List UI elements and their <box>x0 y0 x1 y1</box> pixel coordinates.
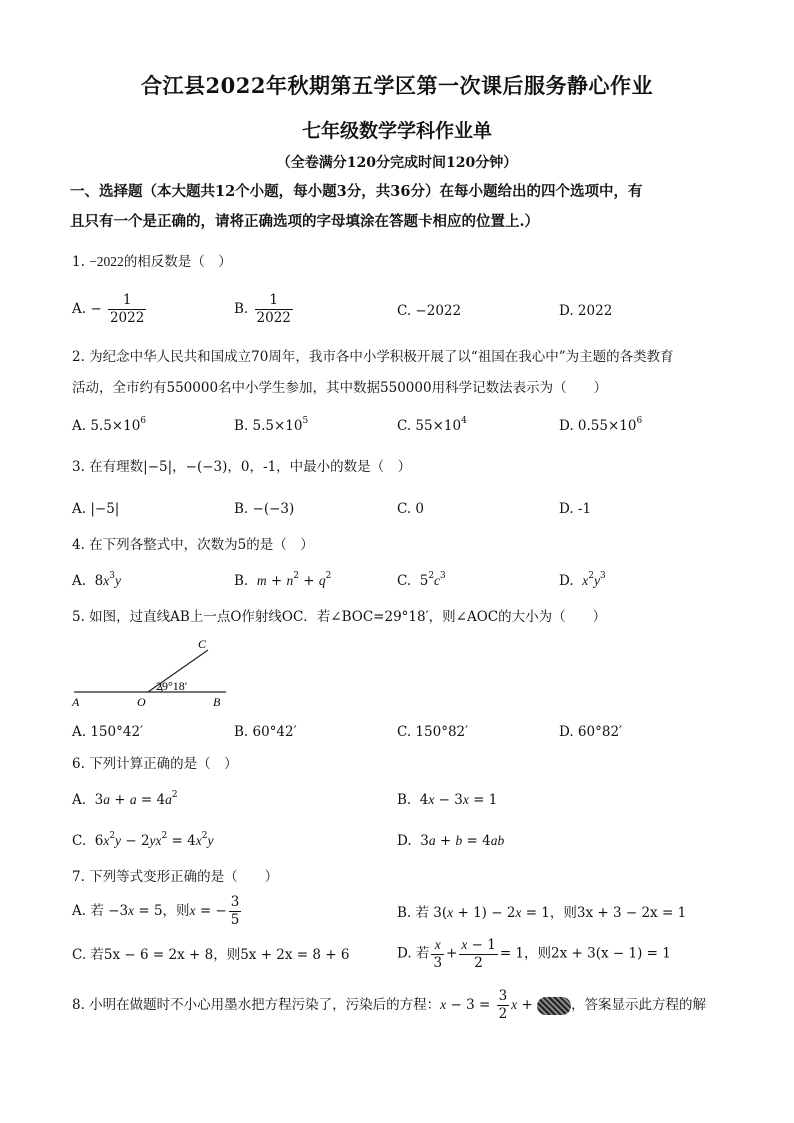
q3-text: 3. 在有理数|−5|，−(−3)，0，-1，中最小的数是（ ） <box>72 459 412 475</box>
section-heading-line2: 且只有一个是正确的，请将正确选项的字母填涂在答题卡相应的位置上.） <box>70 213 540 230</box>
q7-option-b-mid: ，则 <box>549 905 577 921</box>
q1-option-b-den: 2022 <box>256 310 291 326</box>
q1-option-a-label: A. <box>72 301 87 317</box>
q1-option-a[interactable]: A. − $\frac{1}{2022}$ <box>72 292 145 326</box>
q8-text: 8. 小明在做题时不小心用墨水把方程污染了，污染后的方程： <box>72 997 441 1013</box>
q1-option-a-num: 1 <box>108 292 146 310</box>
q7-option-d-mid: ，则 <box>524 945 552 962</box>
q4-option-c[interactable]: C. $5^2c^3$ <box>397 571 446 589</box>
q7-option-d-frac2: $\frac{x - 1}{2}$ <box>461 937 496 971</box>
q2-option-d-exp: 6 <box>636 416 643 426</box>
q2-option-a[interactable] <box>72 416 146 436</box>
q8-num: 3 <box>498 988 508 1004</box>
q4-option-b-label: B. <box>234 573 249 589</box>
q4-option-a-label: A. <box>72 573 87 589</box>
q6-option-c[interactable]: C. $6x^2y - 2yx^2 = 4x^2y$ <box>72 831 214 849</box>
q4-text: 4. 在下列各整式中，次数为5的是（ ） <box>72 537 314 553</box>
q5-option-d[interactable]: D. 60°82′ <box>559 724 623 740</box>
q2-option-c-exp: 4 <box>461 416 467 426</box>
q4-option-d[interactable]: D. $x^2y^3$ <box>559 571 606 589</box>
q2-option-d[interactable] <box>559 416 642 436</box>
q6-text: 6. 下列计算正确的是（ ） <box>72 756 238 772</box>
q1-option-d[interactable]: D. 2022 <box>559 303 613 319</box>
q5-angle-label: 29°18′ <box>156 679 188 693</box>
q1-option-a-den: 2022 <box>109 310 145 326</box>
q2-option-d-text: D. 0.55×10 <box>559 418 637 434</box>
q5-option-b[interactable]: B. 60°42′ <box>234 724 297 740</box>
q6-option-a[interactable]: A. $3a + a = 4a^2$ <box>72 790 178 808</box>
q7-option-a-den: 5 <box>230 912 240 928</box>
q2-line1: 2. 为纪念中华人民共和国成立70周年，我市各中小学积极开展了以“祖国在我心中”为主题的各类教育 <box>72 349 674 365</box>
q2-option-b-text: B. 5.5×10 <box>234 418 303 434</box>
q7-option-d-label: D. 若 <box>397 945 430 962</box>
q1-expr: −2022 <box>89 254 124 269</box>
q2-option-c-text: C. 55×10 <box>397 418 462 434</box>
q5-point-c: C <box>198 637 207 651</box>
q5-point-o: O <box>137 695 146 709</box>
q6-option-b[interactable]: B. 4x − 3x = 1 <box>397 792 498 808</box>
q4-option-c-label: C. <box>397 573 412 589</box>
q7-option-d-result: 2x + 3(x − 1) = 1 <box>551 945 671 962</box>
q1-option-b-fraction <box>255 292 293 327</box>
q4-option-d-label: D. <box>559 573 574 589</box>
q1-text: 的相反数是（ ） <box>123 254 232 270</box>
q1-number: 1. <box>72 254 85 270</box>
q4-option-a[interactable]: A. $8x^3y$ <box>72 571 121 589</box>
q7-option-a-mid: ，则 <box>162 903 190 919</box>
exam-note: （全卷满分120分完成时间120分钟） <box>276 155 518 171</box>
q8-fraction <box>497 988 510 1023</box>
ink-blot-icon <box>537 997 571 1015</box>
q2-option-a-text: A. 5.5×10 <box>72 418 141 434</box>
q5-option-a[interactable]: A. 150°42′ <box>72 724 144 740</box>
question-1 <box>72 252 232 272</box>
q5-point-b: B <box>213 695 221 709</box>
q8-question: 8. 小明在做题时不小心用墨水把方程污染了，污染后的方程：x − 3 = $\frac{3}{2}$ x + ，答案显示此方程的解 <box>72 988 707 1022</box>
q5-angle-figure <box>70 634 230 710</box>
q7-option-b-result: 3x + 3 − 2x = 1 <box>576 905 687 921</box>
q7-option-d-frac1: $\frac{x}{3}$ <box>433 937 443 971</box>
page-title: 合江县2022年秋期第五学区第一次课后服务静心作业 <box>141 73 653 98</box>
q3-option-a[interactable]: A. |−5| <box>72 501 120 517</box>
q5-point-a: A <box>72 695 80 709</box>
q5-option-c[interactable]: C. 150°82′ <box>397 724 469 740</box>
q8-tail: ，答案显示此方程的解 <box>571 997 707 1013</box>
q7-option-a-num: 3 <box>230 894 240 910</box>
q1-option-c[interactable]: C. −2022 <box>397 303 462 319</box>
q6-option-c-label: C. <box>72 833 87 849</box>
q2-option-b-exp: 5 <box>302 416 309 426</box>
q2-option-c[interactable] <box>397 416 467 436</box>
section-heading-line1: 一、选择题（本大题共12个小题，每小题3分，共36分）在每小题给出的四个选项中，有 <box>70 183 643 200</box>
q1-option-b[interactable] <box>234 292 295 327</box>
q7-option-c[interactable]: C. 若5x − 6 = 2x + 8，则5x + 2x = 8 + 6 <box>72 947 350 963</box>
q7-option-a-label: A. 若 <box>72 903 104 919</box>
q2-option-a-exp: 6 <box>140 416 147 426</box>
q3-option-b[interactable]: B. −(−3) <box>234 501 295 517</box>
q6-option-b-label: B. <box>397 792 412 808</box>
q1-option-b-num: 1 <box>255 292 293 310</box>
page-subtitle: 七年级数学学科作业单 <box>301 120 492 142</box>
q4-option-b[interactable]: B. $m + n^2 + q^2$ <box>234 571 332 589</box>
q6-option-a-label: A. <box>72 792 87 808</box>
q6-option-d[interactable]: D. 3a + b = 4ab <box>397 833 505 849</box>
q7-text: 7. 下列等式变形正确的是（ ） <box>72 869 279 885</box>
q1-option-a-fraction <box>108 292 146 327</box>
section-heading <box>70 177 730 237</box>
q7-option-d[interactable]: D. 若 $\frac{x}{3}$ + $\frac{x - 1}{2}$ = 1，则2x + 3(x − 1) = 1 <box>397 937 671 971</box>
q7-option-b-label: B. 若 <box>397 905 430 921</box>
q6-option-d-label: D. <box>397 833 412 849</box>
q5-text: 5. 如图，过直线AB上一点O作射线OC．若∠BOC=29°18′，则∠AOC的大小为（ ） <box>72 609 607 625</box>
q1-option-b-label: B. <box>234 301 249 317</box>
q8-den: 2 <box>498 1006 508 1022</box>
q7-option-a[interactable]: A. 若 −3x = 5，则x = − $\frac{3}{5}$ <box>72 894 240 928</box>
q3-option-c[interactable]: C. 0 <box>397 501 425 517</box>
q7-option-a-fraction <box>229 894 242 929</box>
q7-option-b[interactable]: B. 若 3(x + 1) − 2x = 1，则3x + 3 − 2x = 1 <box>397 905 687 921</box>
q2-option-b[interactable] <box>234 416 308 436</box>
q2-line2: 活动，全市约有550000名中小学生参加，其中数据550000用科学记数法表示为（ ） <box>72 380 608 396</box>
q3-option-d[interactable]: D. -1 <box>559 501 592 517</box>
